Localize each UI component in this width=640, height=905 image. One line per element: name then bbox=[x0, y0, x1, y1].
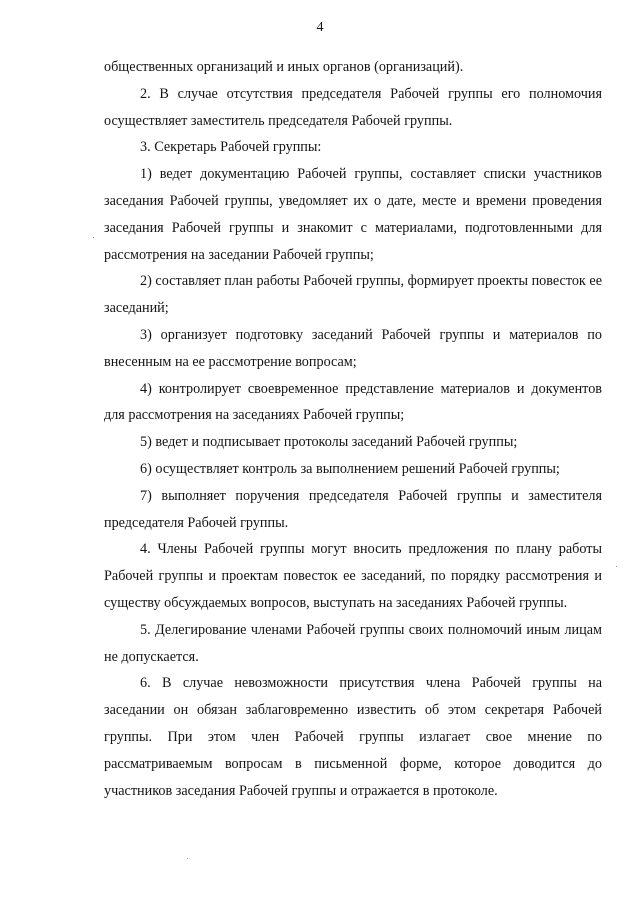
scan-speck bbox=[616, 566, 617, 567]
paragraph-subclause-7: 7) выполняет поручения председателя Рабочей группы и заместителя председателя Рабочей группы. bbox=[104, 487, 602, 531]
scan-speck bbox=[187, 858, 188, 859]
scan-speck bbox=[93, 237, 94, 238]
paragraph-continuation: общественных организаций и иных органов (организаций). bbox=[104, 59, 464, 75]
paragraph-subclause-4: 4) контролирует своевременное представление материалов и документов для рассмотрения на заседаниях Рабочей группы; bbox=[104, 380, 602, 424]
paragraph-clause-6: 6. В случае невозможности присутствия члена Рабочей группы на заседании он обязан заблаговременно известить об этом секретаря Рабочей группы. При этом член Рабочей группы излагает свое мнение по рассматриваемым вопросам в письменной форме, которое доводится до участников заседания Рабочей группы и отражается в протоколе. bbox=[104, 675, 602, 799]
paragraph-clause-5: 5. Делегирование членами Рабочей группы своих полномочий иным лицам не допускается. bbox=[104, 621, 602, 665]
paragraph-subclause-1: 1) ведет документацию Рабочей группы, составляет списки участников заседания Рабочей группы, уведомляет их о дате, месте и времени проведения заседания Рабочей группы и знакомит с материалами, подготовленными для рассмотрения на заседании Рабочей группы; bbox=[104, 166, 602, 263]
page-number: 4 bbox=[316, 20, 324, 35]
paragraph-clause-2: 2. В случае отсутствия председателя Рабочей группы его полномочия осуществляет заместитель председателя Рабочей группы. bbox=[104, 85, 602, 129]
paragraph-clause-3-heading: 3. Секретарь Рабочей группы: bbox=[140, 139, 322, 156]
paragraph-subclause-5: 5) ведет и подписывает протоколы заседаний Рабочей группы; bbox=[140, 434, 518, 451]
paragraph-clause-4: 4. Члены Рабочей группы могут вносить предложения по плану работы Рабочей группы и проектам повесток ее заседаний, по порядку рассмотрения и существу обсуждаемых вопросов, выступать на заседаниях Рабочей группы. bbox=[104, 541, 602, 611]
document-body bbox=[104, 54, 602, 804]
paragraph-subclause-3: 3) организует подготовку заседаний Рабочей группы и материалов по внесенным на ее рассмотрение вопросам; bbox=[104, 326, 602, 370]
paragraph-subclause-6: 6) осуществляет контроль за выполнением решений Рабочей группы; bbox=[140, 460, 560, 477]
paragraph-subclause-2: 2) составляет план работы Рабочей группы, формирует проекты повесток ее заседаний; bbox=[104, 273, 602, 317]
